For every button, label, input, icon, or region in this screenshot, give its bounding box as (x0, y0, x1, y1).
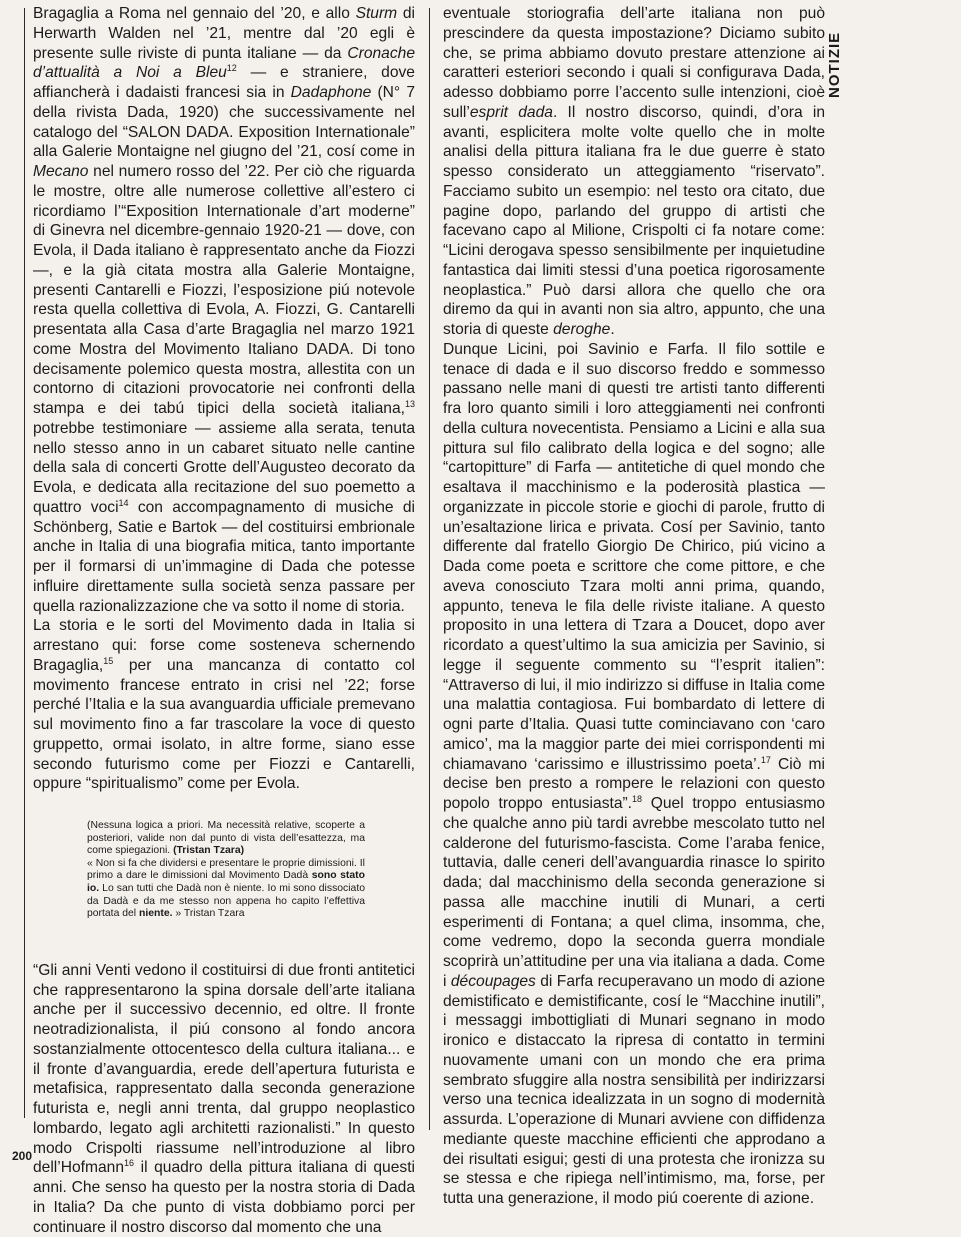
footnote-marker: 16 (124, 1158, 135, 1169)
body-paragraph-4: eventuale storiografia dell’arte italiana non può prescindere da questa impostazione? Diciamo subito che, se prima abbiamo dovuto prestare attenzione ai caratteri esteriori secondo i quali si configurava Dada, adesso dobbiamo porre l’accento sulle intenzioni, cioè sull’esprit dada. Il nostro discorso, quindi, d’ora in avanti, esplicitera molte volte quello che in molte analisi della pittura italiana fra le due guerre è stato spesso considerato un atteggiamento “riservato”. Facciamo subito un esempio: nel testo ora citato, due pagine dopo, parlando del gruppo di artisti che facevano capo al Milione, Crispolti ci fa notare come: “Licini derogava spesso sensibilmente per inquietudine fantastica dai limiti stessi d’una poetica rigorosamente neoplastica.” Può darsi allora che quello che ora diremo da qui in avanti non sia altro, appunto, che una storia di queste deroghe. (443, 5, 825, 338)
body-paragraph-2: La storia e le sorti del Movimento dada in Italia si arrestano qui: forse come sosteneva schernendo Bragaglia,$^{15}$ per una mancanza di contatto col movimento francese entrato in crisi nel ’22; forse perché l’Italia e la sua avanguardia ufficiale premevano sul movimento fino a far trascolare la voce di questo gruppetto, ormai isolato, in altre forme, siano esse secondo futurismo come per Fiozzi e Cantarelli, oppure “spiritualismo” come per Evola. (33, 617, 415, 793)
italic-text: Cronache d’attualità a Noi a Bleu (33, 44, 415, 82)
quote-dimissioni: « Non si fa che dividersi e presentare le proprie dimissioni. Il primo a dare le dimissioni dal Movimento Dadà sono stato io. Lo san tutti che Dadà non è niente. Io mi sono dissociato da Dadà e da me stesso non appena ho capito l’effettiva portata del niente. » Tristan Tzara (87, 857, 365, 920)
italic-text: esprit dada (469, 103, 553, 121)
footnote-marker: 17 (760, 754, 771, 765)
footnote-marker: 15 (103, 655, 114, 666)
bold-text: niente. (139, 908, 173, 920)
footnote-marker: 14 (118, 497, 129, 508)
left-margin-rule (24, 8, 25, 1118)
right-column (443, 4, 825, 1209)
italic-text: Sturm (355, 5, 398, 22)
footnote-marker: 12 (226, 63, 237, 74)
left-column (33, 4, 415, 1237)
quote-nessuna-logica: (Nessuna logica a priori. Ma necessità relative, scoperte a posteriori, valide non dal punto di vista dell’esattezza, ma come spiegazioni. (Tristan Tzara) (87, 820, 365, 857)
italic-text: découpages (450, 972, 536, 990)
page-number: 200 (12, 1149, 33, 1163)
footnote-marker: 18 (632, 794, 643, 804)
italic-text: Dadaphone (290, 84, 372, 101)
bold-text: (Tristan Tzara) (173, 845, 245, 857)
quote-block (87, 820, 365, 921)
column-divider-rule (429, 8, 430, 1130)
italic-text: Mecano (33, 163, 89, 180)
section-label-notizie: NOTIZIE (826, 31, 843, 98)
bold-text: sono stato io. (87, 870, 365, 894)
italic-text: deroghe (553, 321, 611, 338)
footnote-marker: 13 (404, 399, 415, 409)
body-paragraph-5: Dunque Licini, poi Savinio e Farfa. Il filo sottile e tenace di dada e il suo discorso freddo e sommesso passano nelle mani di questi tre artisti tanto differenti fra loro quanto simili i loro atteggiamenti nei confronti della cultura novecentista. Pensiamo a Licini e alla sua pittura sul filo calibrato della logica e del sogno; alle “cartopitture” di Farfa — antitetiche di quel mondo che esaltava il macchinismo e la poderosità plastica — organizzate in piccole storie e giochi di parole, frutto di un’esaltazione lirica e privata. Cosí per Savinio, tanto differente dal fratello Giorgio De Chirico, piú vicino a Dada come poeta e scrittore che come pittore, e che aveva conosciuto Tzara molti anni prima, quando, appunto, teneva le fila delle riviste italiane. A questo proposito in una lettera di Tzara a Doucet, dopo aver ricordato a quest’ultimo la sua amicizia per Savinio, si legge il seguente commento su “l’esprit italien”: “Attraverso di lui, il mio indirizzo si diffuse in Italia come una malattia contagiosa. Fui bombardato di lettere di ogni parte d’Italia. Quasi tutte cominciavano con ‘caro amico’, ma la maggior parte dei miei corrispondenti mi chiamavano ‘carissimo e illustrissimo poeta’.$^{17}$ Ciò mi decise ben presto a rompere le relazioni con questo popolo troppo entusiasta”.$^{18}$ Quel troppo entusiasmo che qualche anno più tardi avrebbe mescolato tutto nel calderone del futurismo-fascista. Come l’araba fenice, tuttavia, dalle ceneri dell’avanguardia rinasce lo spirito dada; dal macchinismo della seconda generazione si passa alle macchine inutili di Munari, a certi esperimenti di Fontana; a quel clima, insomma, che, come vedremo, dopo la seconda guerra mondiale scoprirà un’attitudine per una via italiana a dada. Come i découpages di Farfa recuperavano un modo di azione demistificato e demistificante, cosí le “Macchine inutili”, i messaggi imbottigliati di Munari segnano in modo ironico e distaccato la ripresa di contatto in termini nuovamente umani con un mondo che era prima sembrato sfuggire alla nostra sensibilità per indirizzarsi verso una tecnica idealizzata in un sogno di modernità assurda. L’operazione di Munari avviene con diffidenza mediante queste macchine efficienti che approdano a dei risultati esigui; gesti di una protesta che ironizza su se stessa e che ripiega nell’intimismo, ma, forse, per tutta una generazione, il modo piú coerente di azione. (443, 340, 825, 1207)
body-paragraph-1: Bragaglia a Roma nel gennaio del ’20, e allo Sturm di Herwarth Walden nel ’21, mentre dal ’20 egli è presente sulle riviste di punta italiane — da Cronache d’attualità a Noi a Bleu$^{12}$ — e straniere, dove affiancherà i dadaisti francesi sia in Dadaphone (N° 7 della rivista Dada, 1920) che successivamente nel catalogo del “SALON DADA. Exposition Internationale” alla Galerie Montaigne nel giugno del ’21, cosí come in Mecano nel numero rosso del ’22. Per ciò che riguarda le mostre, oltre alle numerose collettive all’estero ci ricordiamo l’“Exposition Internationale d’art moderne” di Ginevra nel dicembre-gennaio 1920-21 — dove, con Evola, il Dada italiano è rappresentato anche da Fiozzi —, e la già citata mostra alla Galerie Montaigne, presenti Cantarelli e Fiozzi, l’esposizione piú notevole resta quella collettiva di Evola, A. Fiozzi, G. Cantarelli presentata alla Casa d’arte Bragaglia nel marzo 1921 come Mostra del Movimento Italiano DADA. Di tono decisamente polemico questa mostra, allestita con un contorno di citazioni provocatorie nei confronti della stampa e dei tabú tipici della società italiana,$^{13}$ potrebbe testimoniare — assieme alla serata, tenuta nello stesso anno in un cabaret situato nelle cantine della sala di concerti Grotte dell’Augusteo decorato da Evola, e dedicata alla recitazione del suo poemetto a quattro voci$^{14}$ con accompagnamento di musiche di Schönberg, Satie e Bartok — del costituirsi embrionale anche in Italia di una biografia mitica, tanto importante per il formarsi di un’immagine di Dada che potesse influire direttamente sulla società senza passare per quella razionalizzazione che va sotto il nome di storia. (33, 5, 415, 615)
body-paragraph-3: “Gli anni Venti vedono il costituirsi di due fronti antitetici che rappresentarono la spina dorsale dell’arte italiana anche per il successivo decennio, ed oltre. Il fronte neotradizionalista, il piú consono al fondo ancora sostanzialmente ottocentesco della cultura italiana... e il fronte d’avanguardia, erede dell’apertura futurista e metafisica, rappresentato dalla seconda generazione futurista e, negli anni trenta, dal gruppo neoplastico lombardo, legato agli architetti razionalisti.” In questo modo Crispolti riassume nell’introduzione al libro dell’Hofmann$^{16}$ il quadro della pittura italiana di questi anni. Che senso ha questo per la nostra storia di Dada in Italia? Da che punto di vista dobbiamo porci per continuare il nostro discorso dal momento che una (33, 961, 415, 1236)
